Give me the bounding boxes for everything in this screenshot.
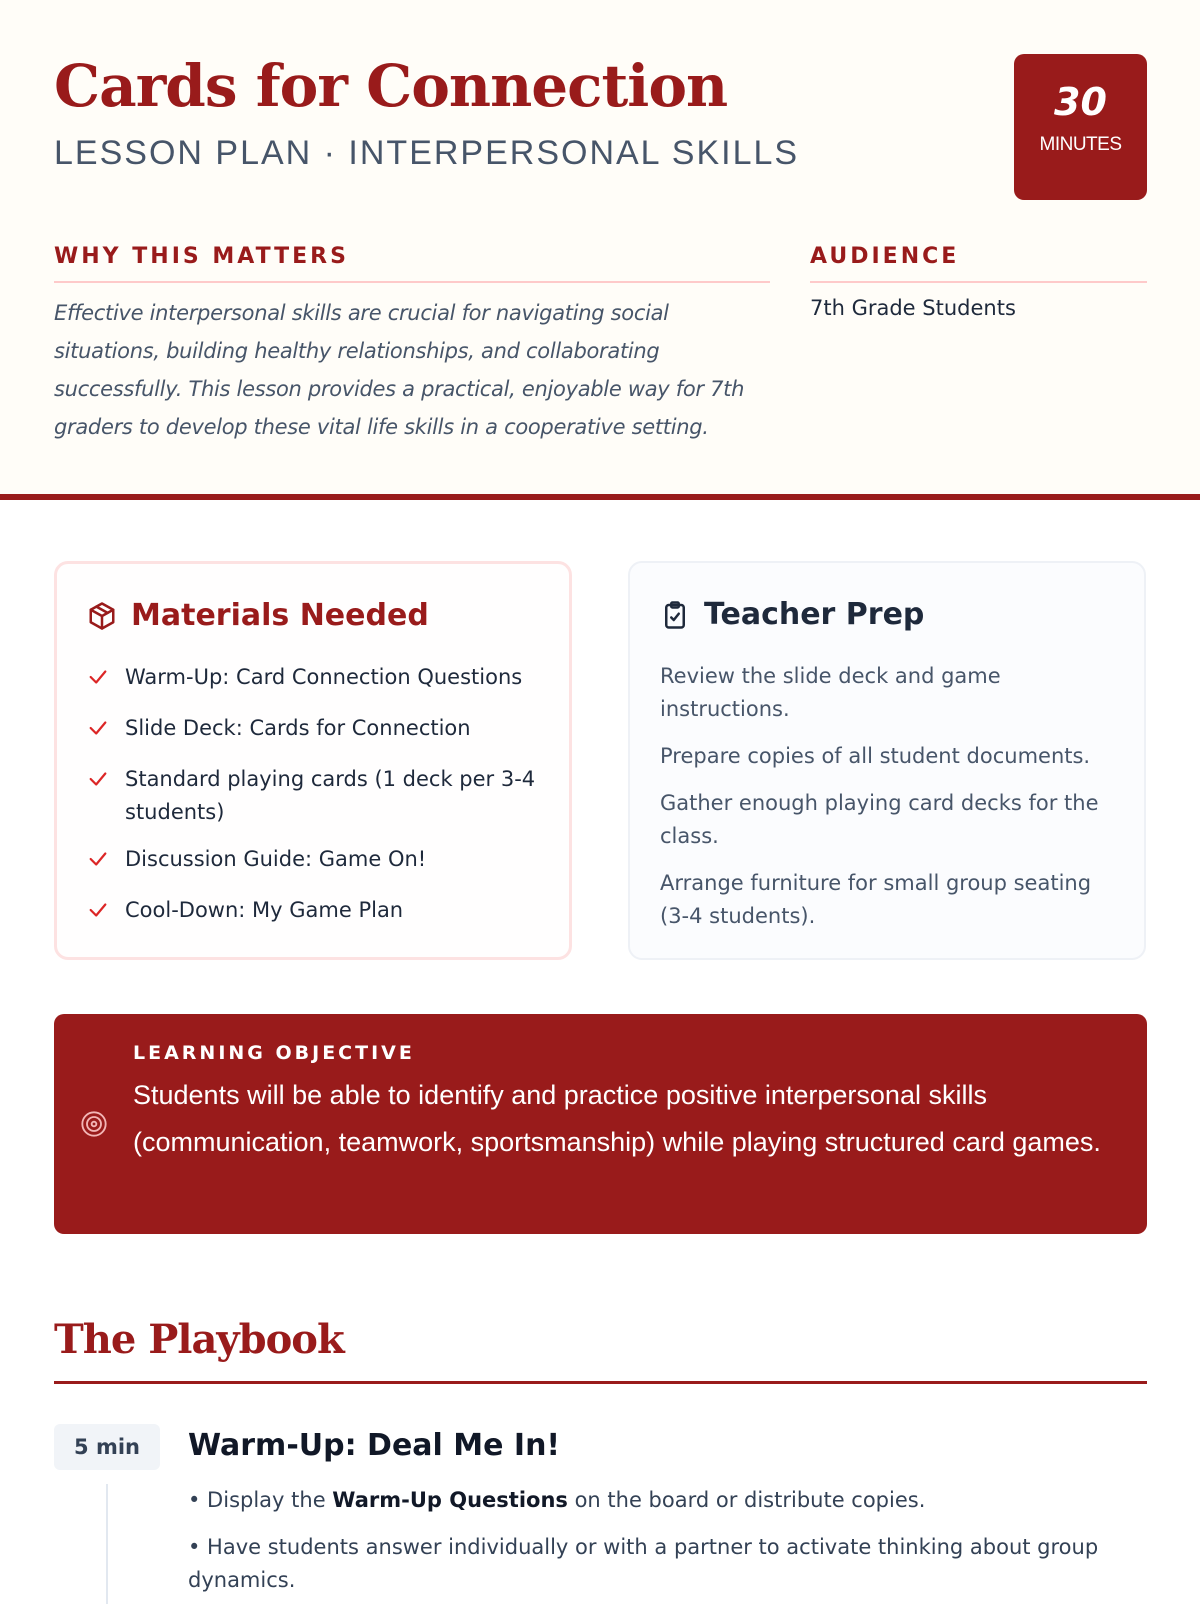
list-item xyxy=(87,843,539,880)
materials-title: Materials Needed xyxy=(131,598,429,633)
teacher-prep-card xyxy=(628,561,1146,960)
list-item xyxy=(87,661,539,698)
bullet-text: • Have students answer individually or with a partner to activate thinking about group dynamics. xyxy=(188,1535,1099,1592)
list-item xyxy=(188,1531,1108,1597)
list-item xyxy=(87,894,539,931)
material-label: Discussion Guide: Game On! xyxy=(125,847,427,871)
list-item xyxy=(87,712,539,749)
material-label: Standard playing cards (1 deck per 3-4 students) xyxy=(125,767,536,824)
audience-text: 7th Grade Students xyxy=(810,296,1016,320)
list-item xyxy=(188,1484,1108,1517)
check-icon xyxy=(87,894,111,931)
why-text: Effective interpersonal skills are crucial for navigating social situations, building healthy relationships, and collaborating successfully. This lesson provides a practical, enjoyable way for 7th graders to develop these vital life skills in a cooperative setting. xyxy=(54,301,745,439)
bullet-text: • Display the xyxy=(188,1488,333,1512)
material-label: Warm-Up: Card Connection Questions xyxy=(125,665,523,689)
list-item xyxy=(87,763,539,829)
lesson-header xyxy=(0,0,1200,500)
list-item: Review the slide deck and game instructions. xyxy=(660,664,1001,721)
duration-unit: MINUTES xyxy=(1039,134,1122,155)
step-duration-badge: 5 min xyxy=(54,1424,160,1470)
objective-text: Students will be able to identify and practice positive interpersonal skills (communication, teamwork, sportsmanship) while playing structured card games. xyxy=(133,1080,1101,1157)
duration-value: 30 xyxy=(1054,80,1107,124)
check-icon xyxy=(87,661,111,698)
package-icon xyxy=(87,601,117,631)
materials-list xyxy=(87,661,539,931)
materials-card xyxy=(54,561,572,960)
step-bullets xyxy=(188,1484,1108,1611)
check-icon xyxy=(87,712,111,749)
why-heading: WHY THIS MATTERS xyxy=(54,244,770,283)
prep-list xyxy=(660,660,1114,933)
page-subtitle: LESSON PLAN · INTERPERSONAL SKILLS xyxy=(54,134,800,172)
prep-title: Teacher Prep xyxy=(704,597,925,632)
audience-heading: AUDIENCE xyxy=(810,244,1147,283)
objective-label: LEARNING OBJECTIVE xyxy=(133,1042,415,1064)
list-item: Prepare copies of all student documents. xyxy=(660,744,1091,768)
target-icon xyxy=(80,1110,108,1138)
playbook-title: The Playbook xyxy=(54,1316,344,1363)
check-icon xyxy=(87,843,111,880)
learning-objective-banner xyxy=(54,1014,1147,1234)
duration-badge xyxy=(1014,54,1147,200)
step-title: Warm-Up: Deal Me In! xyxy=(188,1428,561,1463)
divider xyxy=(54,1381,1147,1384)
materials-header xyxy=(87,598,539,633)
material-label: Cool-Down: My Game Plan xyxy=(125,898,404,922)
check-icon xyxy=(87,763,111,800)
page-title: Cards for Connection xyxy=(54,52,728,120)
clipboard-check-icon xyxy=(660,600,690,630)
list-item: Gather enough playing card decks for the class. xyxy=(660,791,1099,848)
timeline-line xyxy=(106,1484,108,1604)
material-label: Slide Deck: Cards for Connection xyxy=(125,716,471,740)
bullet-bold-text: Warm-Up Questions xyxy=(332,1488,568,1512)
prep-header xyxy=(660,597,1114,632)
bullet-text: on the board or distribute copies. xyxy=(567,1488,926,1512)
list-item: Arrange furniture for small group seating (3-4 students). xyxy=(660,871,1092,928)
